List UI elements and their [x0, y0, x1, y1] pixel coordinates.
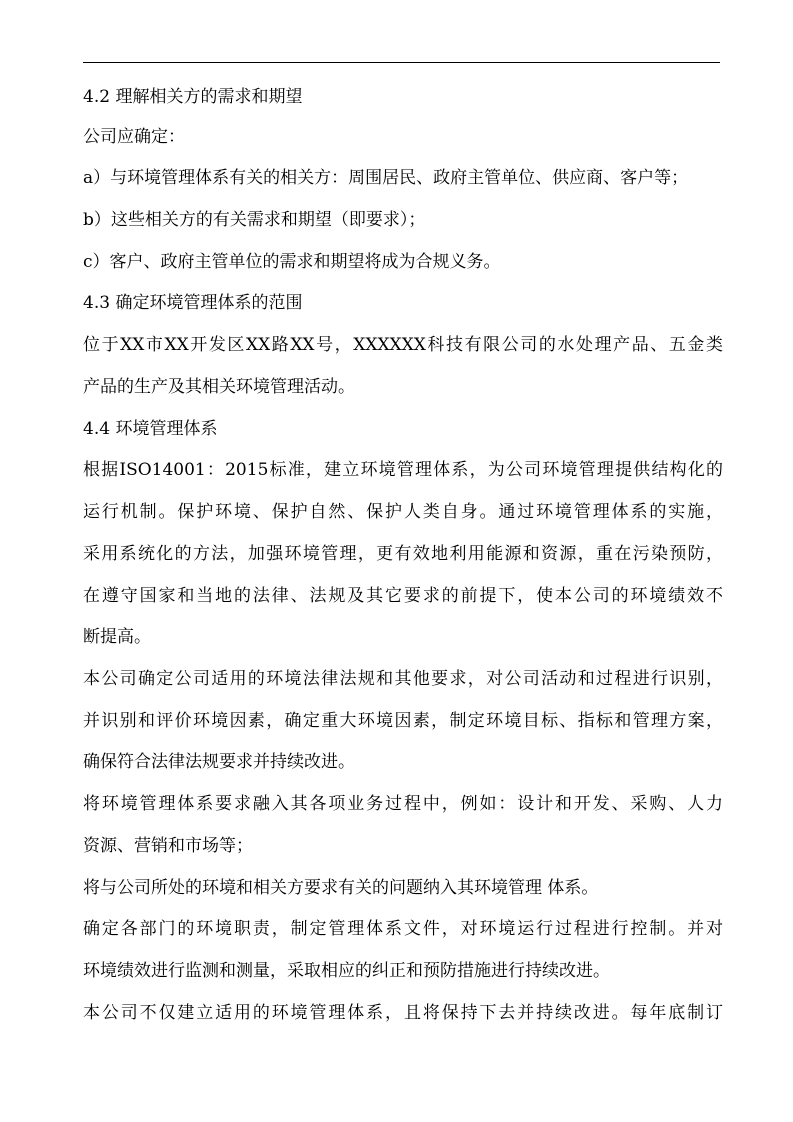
list-item-b: b）这些相关方的有关需求和期望（即要求）；	[83, 210, 426, 230]
paragraph-line: 确保符合法律法规要求并持续改进。	[83, 752, 355, 772]
paragraph-line: 资源、营销和市场等；	[83, 836, 253, 856]
paragraph-line: 本公司不仅建立适用的环境管理体系，且将保持下去并持续改进。每年底制订	[83, 1003, 723, 1023]
paragraph-line: 产品的生产及其相关环境管理活动。	[83, 377, 355, 397]
header-rule	[83, 62, 720, 63]
section-heading-4-4: 4.4 环境管理体系	[83, 419, 218, 439]
paragraph-line: 公司应确定：	[83, 127, 185, 147]
paragraph-line: 环境绩效进行监测和测量，采取相应的纠正和预防措施进行持续改进。	[83, 961, 610, 981]
list-item-a: a）与环境管理体系有关的相关方：周围居民、政府主管单位、供应商、客户等；	[83, 168, 689, 188]
paragraph-line: 采用系统化的方法，加强环境管理，更有效地利用能源和资源，重在污染预防，	[83, 544, 723, 564]
paragraph-line: 并识别和评价环境因素，确定重大环境因素，制定环境目标、指标和管理方案，	[83, 711, 723, 731]
paragraph-line: 断提高。	[83, 627, 151, 647]
paragraph-line: 将环境管理体系要求融入其各项业务过程中，例如：设计和开发、采购、人力	[83, 794, 723, 814]
paragraph-line: 运行机制。保护环境、保护自然、保护人类自身。通过环境管理体系的实施，	[83, 502, 723, 522]
paragraph-line: 确定各部门的环境职责，制定管理体系文件，对环境运行过程进行控制。并对	[83, 919, 723, 939]
paragraph-line: 位于XX市XX开发区XX路XX号，XXXXXX科技有限公司的水处理产品、五金类	[83, 335, 723, 355]
section-heading-4-2: 4.2 理解相关方的需求和期望	[83, 87, 303, 107]
paragraph-line: 在遵守国家和当地的法律、法规及其它要求的前提下，使本公司的环境绩效不	[83, 586, 723, 606]
paragraph-line: 将与公司所处的环境和相关方要求有关的问题纳入其环境管理 体系。	[83, 878, 599, 898]
list-item-c: c）客户、政府主管单位的需求和期望将成为合规义务。	[83, 252, 501, 272]
paragraph-line: 本公司确定公司适用的环境法律法规和其他要求，对公司活动和过程进行识别，	[83, 669, 723, 689]
section-heading-4-3: 4.3 确定环境管理体系的范围	[83, 293, 303, 313]
paragraph-line: 根据ISO14001：2015标准，建立环境管理体系，为公司环境管理提供结构化的	[83, 460, 723, 480]
